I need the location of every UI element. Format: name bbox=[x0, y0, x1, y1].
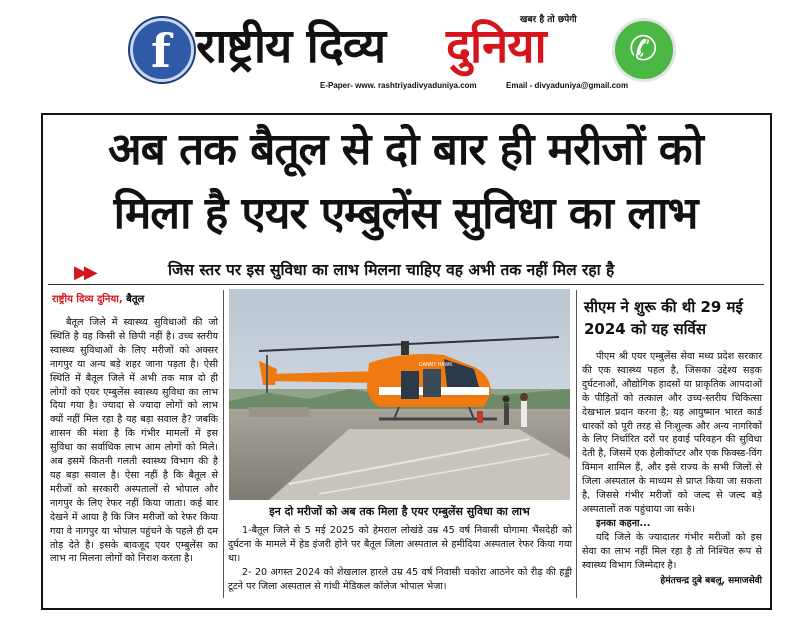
left-body: बैतूल जिले में स्वास्थ्य सुविधाओं की जो स्थिति है वह किसी से छिपी नहीं है। उच्च स्तरीय स्वास्थ्य सुविधाओं के लिए मरीजों को अक्सर नागपुर या अन्य बड़े शहर जाना पड़ता है। ऐसी स्थिति में बैतूल जिले में अभी तक मात्र दो ही लोगों को एयर एम्बुलेंस स्वास्थ्य सुविधा का लाभ दिया गया है। ज्यादा से ज्यादा लोगों को लाभ क्यों नहीं मिल रहा है यह बड़ा सवाल है? जबकि शासन की मंशा है कि गंभीर मामलों में इस सुविधा का सर्वाधिक लाभ आम लोगों को मिले। अब इसमें कितनी गलती स्वास्थ्य विभाग की है यह बड़ा सवाल है। ऐसा नहीं है कि बैतूल से मरीजों को सरकारी अस्पतालों से भोपाल और नागपुर के लिए रेफर नहीं किया जाता। कई बार देखने में आया है कि जिन मरीजों को रेफर किया गया वे नागपुर या भोपाल पहुंचने के पहले ही दम तोड़ देते है। इसके बावजूद एयर एम्बुलेंस का लाभ ना मिलना लोगों को निराश करता है। bbox=[50, 317, 218, 565]
tagline: खबर है तो छपेगी bbox=[520, 15, 577, 25]
center-column bbox=[228, 524, 572, 594]
right-column-heading: सीएम ने शुरू की थी 29 मई 2024 को यह सर्विस bbox=[584, 298, 743, 338]
helicopter-illustration bbox=[229, 289, 570, 500]
byline-place: बैतूल bbox=[126, 294, 145, 305]
email-link[interactable]: Email - divyaduniya@gmail.com bbox=[506, 81, 629, 90]
helicopter-marking: DANNY HAWK bbox=[419, 362, 453, 368]
quote-signature: हेमंतचन्द्र दुबे बबलू, समाजसेवी bbox=[660, 575, 762, 586]
byline-paper: राष्ट्रीय दिव्य दुनिया, bbox=[52, 294, 123, 305]
column-divider-left bbox=[223, 290, 224, 598]
photo-caption: इन दो मरीजों को अब तक मिला है एयर एम्बुलेंस सुविधा का लाभ bbox=[269, 505, 530, 518]
headline-line1: अब तक बैतूल से दो बार ही मरीजों को bbox=[108, 124, 703, 175]
divider bbox=[48, 284, 764, 285]
patient-point-1: 1-बैतूल जिले से 5 मई 2025 को हेमराल लोखंडे उम्र 45 वर्ष निवासी घोगामा भैंसदेही को दुर्घटना के मामले में हेड इंजरी होने पर बैतूल जिला अस्पताल से हमीदिया अस्पताल रेफर किया गया था। bbox=[228, 525, 572, 564]
right-body: पीएम श्री एयर एम्बुलेंस सेवा मध्य प्रदेश सरकार की एक स्वास्थ्य पहल है, जिसका उद्देश्य सड़क दुर्घटनाओं, औद्योगिक हादसों या प्राकृतिक आपदाओं के पीड़ितों को तत्काल और उच्च-स्तरीय चिकित्सा देखभाल प्रदान करना है; यह आयुष्मान भारत कार्ड धारकों को पूरी तरह से निःशुल्क और अन्य नागरिकों के लिए निर्धारित दरों पर हवाई परिवहन की सुविधा देती है, जिसमें एक हेलीकॉप्टर और एक फिक्स्ड-विंग विमान शामिल हैं, और इसे राज्य के सभी जिलों से जिला अस्पताल के माध्यम से प्राप्त किया जा सकता है, जिससे गंभीर मरीजों को जल्द से जल्द बड़े अस्पतालों तक पहुंचाया जा सके। bbox=[582, 351, 762, 515]
headline-line2: मिला है एयर एम्बुलेंस सुविधा का लाभ bbox=[113, 188, 698, 239]
left-column bbox=[50, 316, 218, 566]
quote-intro: इनका कहना... bbox=[596, 517, 651, 529]
right-column bbox=[582, 350, 762, 588]
byline bbox=[52, 291, 144, 305]
double-arrow-icon: ▶▶ bbox=[74, 262, 94, 283]
subheadline: जिस स्तर पर इस सुविधा का लाभ मिलना चाहिए वह अभी तक नहीं मिल रहा है bbox=[168, 261, 615, 279]
helicopter-photo bbox=[229, 289, 570, 500]
quote-text: यदि जिले के ज्यादातर गंभीर मरीजों को इस सेवा का लाभ नहीं मिल रहा है तो निश्चित रूप से स्वास्थ्य विभाग जिम्मेदार है। bbox=[582, 531, 762, 571]
headline bbox=[41, 118, 770, 246]
facebook-icon[interactable]: f bbox=[130, 18, 194, 82]
whatsapp-icon[interactable]: ✆ bbox=[612, 18, 676, 82]
masthead bbox=[0, 0, 800, 100]
epaper-link[interactable]: E-Paper- www. rashtriyadivyaduniya.com bbox=[320, 81, 477, 90]
newspaper-title-part1: राष्ट्रीय दिव्य bbox=[196, 19, 386, 74]
column-divider-right bbox=[576, 290, 577, 598]
newspaper-title-part2: दुनिया bbox=[446, 19, 546, 74]
patient-point-2: 2- 20 अगस्त 2024 को शेखलाल हारले उम्र 45 वर्ष निवासी चकोरा आठनेर को रीढ़ की हड्डी टूटने पर जिला अस्पताल से गांधी मेडिकल कॉलेज भोपाल भेजा। bbox=[228, 567, 572, 592]
